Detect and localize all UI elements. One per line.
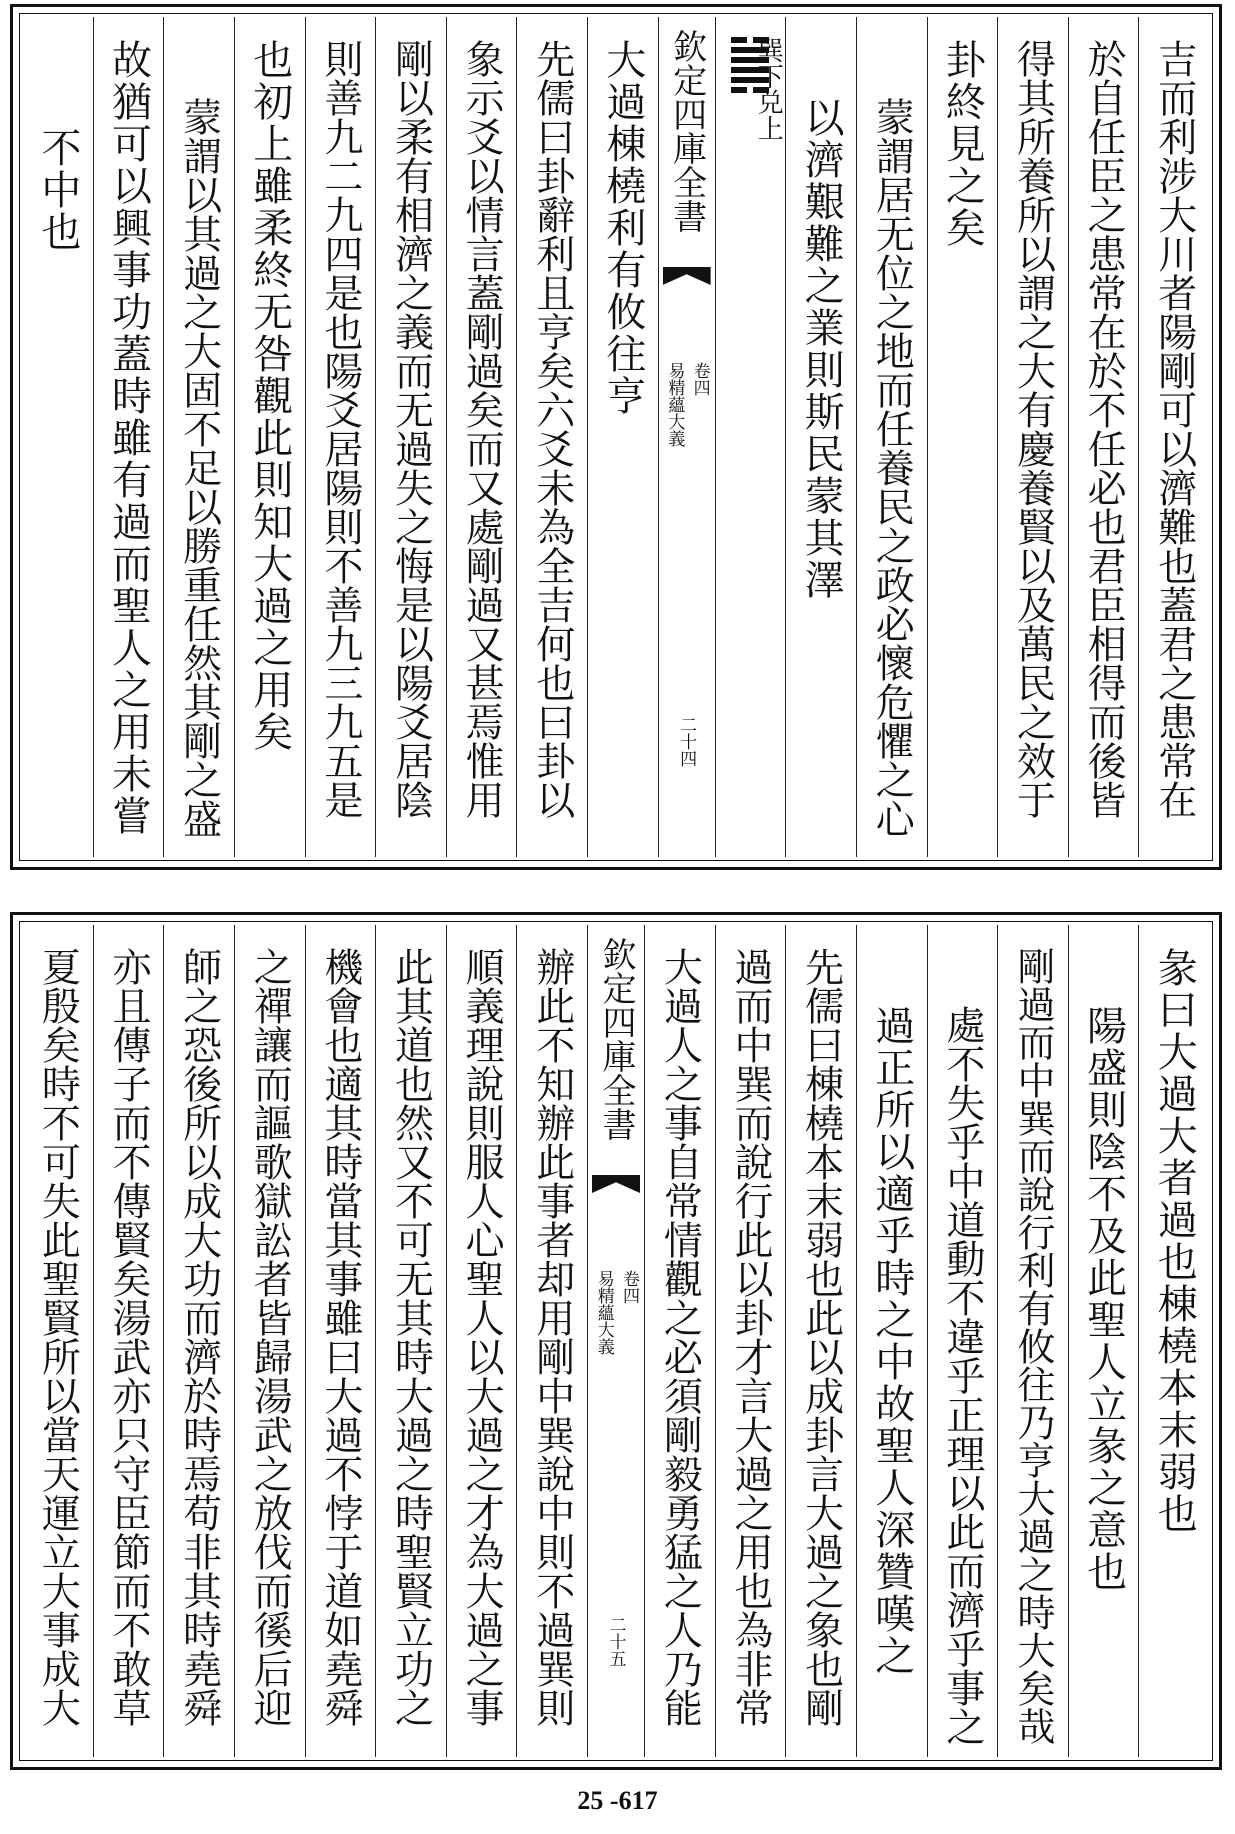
fishtail-mark bbox=[592, 1175, 640, 1193]
text-column-line: 過而中巽而說行此以卦才言大過之用也為非常 bbox=[727, 947, 773, 1727]
text-column bbox=[93, 925, 164, 1757]
text-column-line: 也初上雖柔終无咎觀此則知大過之用矣 bbox=[246, 39, 293, 753]
text-column bbox=[927, 925, 998, 1757]
bottom-page bbox=[10, 912, 1222, 1770]
page-number: 二十五 bbox=[605, 1616, 626, 1667]
text-column-line: 得其所養所以謂之大有慶養賢以及萬民之效于 bbox=[1010, 39, 1056, 819]
text-column bbox=[997, 17, 1068, 857]
commentary-line: 處不失乎中道動不違乎正理以此而濟乎事之 bbox=[939, 1005, 985, 1746]
bottom-columns bbox=[23, 925, 1209, 1757]
trigram-label bbox=[753, 37, 784, 141]
text-column-line: 不中也 bbox=[34, 127, 81, 253]
volume-label: 卷四 bbox=[619, 1270, 639, 1304]
text-column-line: 夏殷矣時不可失此聖賢所以當天運立大事成大 bbox=[35, 947, 81, 1727]
text-column-line: 故猶可以興事功蓋時雖有過而聖人之用未嘗 bbox=[105, 39, 152, 837]
hexagram-column bbox=[715, 17, 786, 857]
text-column bbox=[305, 925, 376, 1757]
text-column bbox=[1068, 17, 1139, 857]
text-column bbox=[587, 17, 658, 857]
text-column-line: 大過棟橈利有攸往亨 bbox=[599, 39, 646, 417]
commentary-line: 陽盛則陰不及此聖人立彖之意也 bbox=[1080, 1005, 1127, 1593]
text-column bbox=[1138, 17, 1209, 857]
text-column bbox=[785, 17, 856, 857]
text-column bbox=[856, 925, 927, 1757]
text-column-line: 先儒曰卦辭利且亨矣六爻未為全吉何也曰卦以 bbox=[529, 39, 575, 819]
text-column bbox=[375, 925, 446, 1757]
text-column bbox=[516, 925, 587, 1757]
text-column bbox=[163, 17, 234, 857]
sub-title: 易精蘊大義 bbox=[664, 362, 685, 447]
text-column bbox=[375, 17, 446, 857]
page-margin bbox=[658, 17, 715, 857]
text-column-line: 剛以柔有相濟之義而无過失之悔是以陽爻居陰 bbox=[388, 39, 434, 819]
text-column bbox=[715, 925, 786, 1757]
text-column bbox=[1138, 925, 1209, 1757]
text-column-line: 亦且傳子而不傳賢矣湯武亦只守臣節而不敢草 bbox=[105, 947, 151, 1727]
fishtail-mark bbox=[663, 267, 711, 285]
commentary-line: 過正所以適乎時之中故聖人深贊嘆之 bbox=[868, 1005, 915, 1677]
page-footer: 25 -617 bbox=[577, 1786, 658, 1815]
top-page bbox=[10, 4, 1222, 870]
text-column bbox=[23, 925, 93, 1757]
text-column-line: 象示爻以情言蓋剛過矣而又處剛過又甚焉惟用 bbox=[459, 39, 505, 819]
text-column bbox=[234, 17, 305, 857]
text-column-line: 之禪讓而謳歌獄訟者皆歸湯武之放伐而徯后迎 bbox=[247, 947, 293, 1727]
text-column bbox=[1068, 925, 1139, 1757]
text-column-line: 吉而利涉大川者陽剛可以濟難也蓋君之患常在 bbox=[1151, 39, 1197, 819]
text-column-line: 此其道也然又不可无其時大過之時聖賢立功之 bbox=[388, 947, 434, 1727]
sub-title: 易精蘊大義 bbox=[593, 1270, 614, 1355]
book-title: 欽定四庫全書 bbox=[596, 937, 636, 1141]
text-column-line: 辦此不知辦此事者却用剛中巽說中則不過巽則 bbox=[529, 947, 575, 1727]
commentary-line: 以濟艱難之業則斯民蒙其澤 bbox=[798, 97, 845, 601]
text-column bbox=[234, 925, 305, 1757]
text-column bbox=[163, 925, 234, 1757]
text-column bbox=[856, 17, 927, 857]
text-column-line: 師之恐後所以成大功而濟於時焉苟非其時堯舜 bbox=[176, 947, 222, 1727]
text-column bbox=[305, 17, 376, 857]
text-column-line: 先儒曰棟橈本末弱也此以成卦言大過之象也剛 bbox=[798, 947, 844, 1727]
text-column bbox=[446, 17, 517, 857]
page-margin bbox=[587, 925, 644, 1757]
text-column-line: 於自任臣之患常在於不任必也君臣相得而後皆 bbox=[1081, 39, 1127, 819]
text-column-line: 卦終見之矣 bbox=[939, 39, 986, 249]
text-column-line: 彖曰大過大者過也棟橈本末弱也 bbox=[1151, 947, 1198, 1535]
text-column bbox=[997, 925, 1068, 1757]
trigram-upper: 巽下 bbox=[753, 37, 784, 89]
text-column bbox=[93, 17, 164, 857]
text-column-line: 大過人之事自常情觀之必須剛毅勇猛之人乃能 bbox=[657, 947, 703, 1727]
trigram-lower: 兑上 bbox=[753, 89, 784, 141]
volume-label: 卷四 bbox=[689, 362, 710, 396]
page-number: 二十四 bbox=[676, 716, 697, 767]
text-column-line: 機會也適其時當其事雖曰大過不悖于道如堯舜 bbox=[317, 947, 363, 1727]
text-column-line: 則善九二九四是也陽爻居陽則不善九三九五是 bbox=[317, 39, 363, 819]
commentary-line: 蒙謂居无位之地而任養民之政必懷危懼之心 bbox=[869, 97, 915, 838]
text-column bbox=[23, 17, 93, 857]
top-columns bbox=[23, 17, 1209, 857]
text-column bbox=[516, 17, 587, 857]
book-title: 欽定四庫全書 bbox=[666, 29, 707, 233]
text-column bbox=[644, 925, 715, 1757]
text-column bbox=[446, 925, 517, 1757]
text-column bbox=[785, 925, 856, 1757]
text-column bbox=[927, 17, 998, 857]
text-column-line: 剛過而中巽而說行利有攸往乃亨大過之時大矣哉 bbox=[1010, 947, 1055, 1745]
commentary-line: 蒙謂以其過之大固不足以勝重任然其剛之盛 bbox=[176, 97, 222, 838]
text-column-line: 順義理說則服人心聖人以大過之才為大過之事 bbox=[459, 947, 505, 1727]
